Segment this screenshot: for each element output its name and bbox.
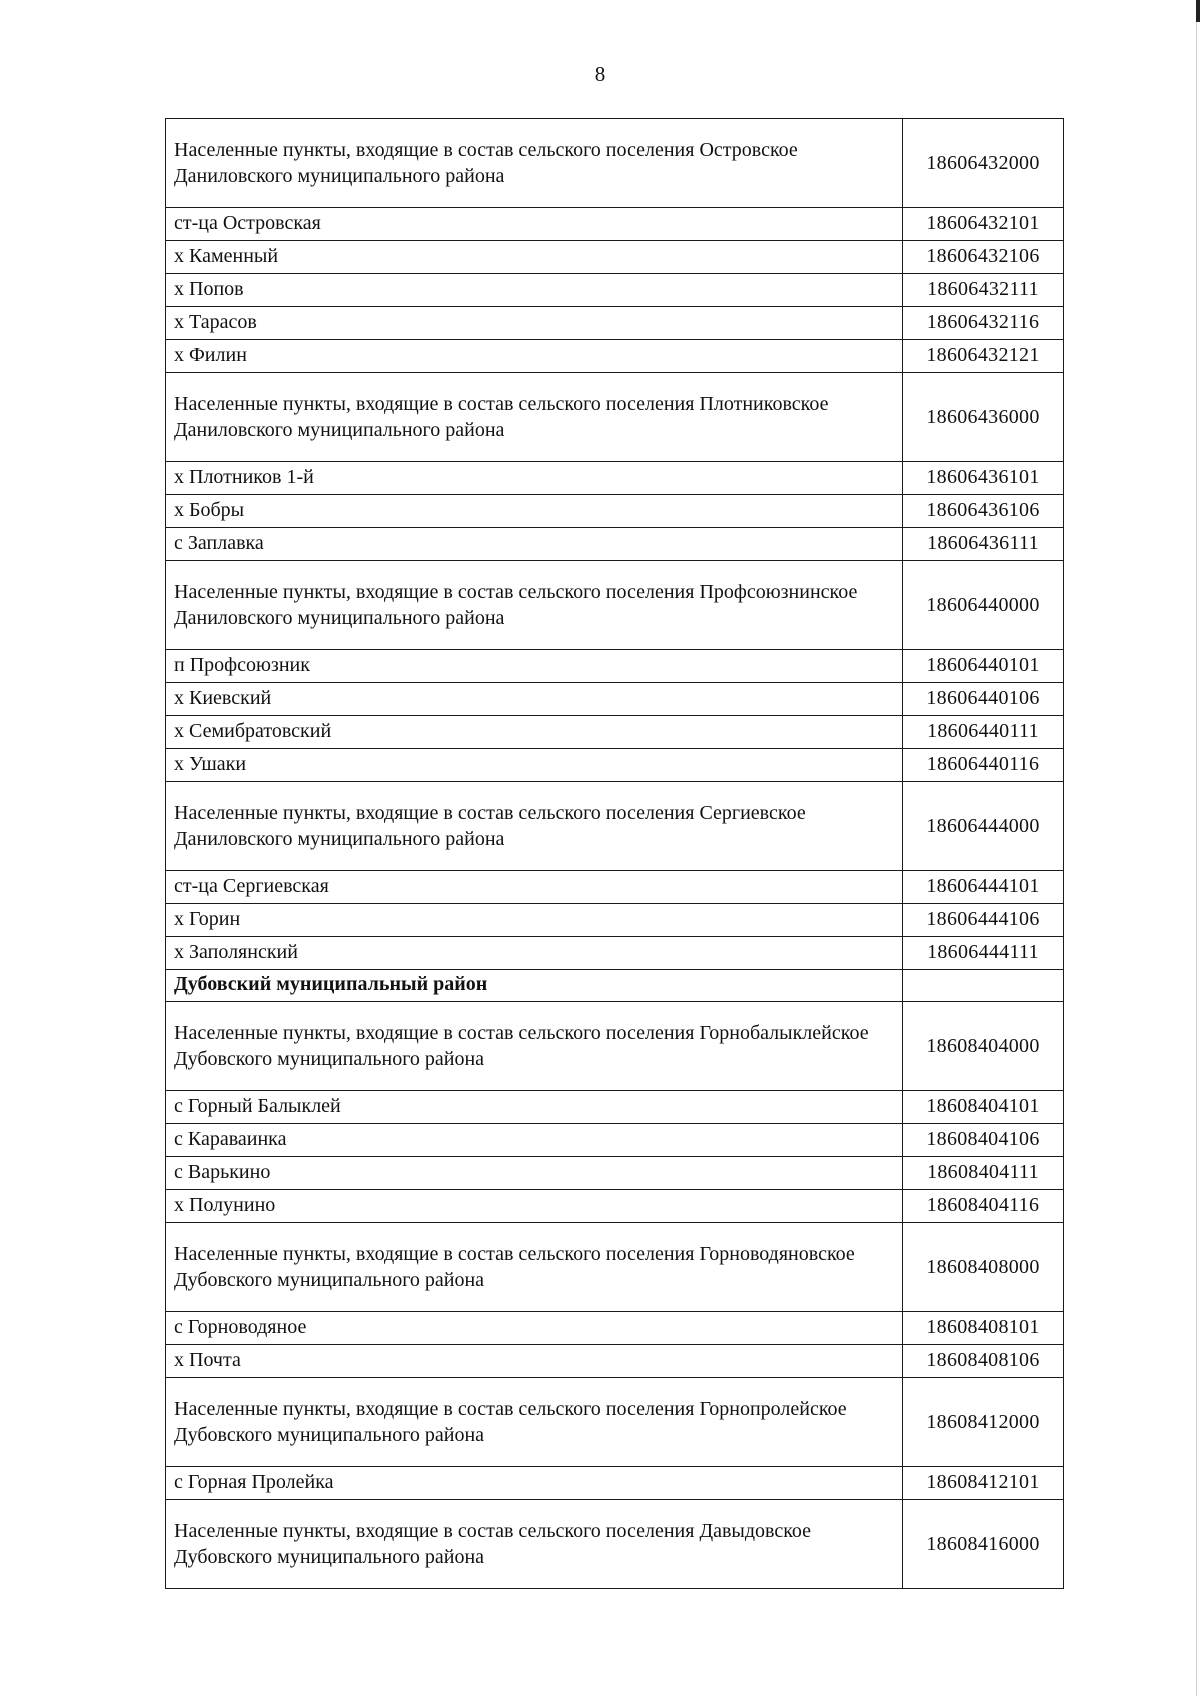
oktmo-code-cell: 18608404101: [903, 1091, 1064, 1124]
district-header-row: [166, 970, 1064, 1002]
settlement-group-row: [166, 373, 1064, 462]
settlement-row: [166, 307, 1064, 340]
settlement-group-row: [166, 782, 1064, 871]
oktmo-code-cell: 18606432106: [903, 241, 1064, 274]
settlement-row: [166, 683, 1064, 716]
oktmo-code-cell: 18606432000: [903, 119, 1064, 208]
oktmo-code-cell: 18606440116: [903, 749, 1064, 782]
settlement-row: [166, 716, 1064, 749]
oktmo-code-cell: 18608412101: [903, 1467, 1064, 1500]
settlement-name-cell: х Тарасов: [166, 307, 903, 340]
settlement-row: [166, 1190, 1064, 1223]
scan-edge-line: [1196, 0, 1197, 1696]
oktmo-code-cell: [903, 970, 1064, 1002]
oktmo-code-cell: 18608408000: [903, 1223, 1064, 1312]
settlement-name-cell: п Профсоюзник: [166, 650, 903, 683]
settlements-table: [165, 118, 1064, 1589]
oktmo-code-cell: 18608412000: [903, 1378, 1064, 1467]
district-name-cell: Дубовский муниципальный район: [166, 970, 903, 1002]
oktmo-code-cell: 18608404106: [903, 1124, 1064, 1157]
settlement-row: [166, 937, 1064, 970]
oktmo-code-cell: 18606444106: [903, 904, 1064, 937]
settlement-name-cell: ст-ца Островская: [166, 208, 903, 241]
group-name-cell: Населенные пункты, входящие в состав сельского поселения Горнобалыклейское Дубовского муниципального района: [166, 1002, 903, 1091]
group-name-cell: Населенные пункты, входящие в состав сельского поселения Островское Даниловского муниципального района: [166, 119, 903, 208]
settlement-row: [166, 1091, 1064, 1124]
group-name-cell: Населенные пункты, входящие в состав сельского поселения Горнопролейское Дубовского муниципального района: [166, 1378, 903, 1467]
settlement-name-cell: х Почта: [166, 1345, 903, 1378]
oktmo-code-cell: 18606436101: [903, 462, 1064, 495]
settlement-row: [166, 495, 1064, 528]
scan-edge-mark: [1196, 0, 1200, 22]
settlement-name-cell: с Заплавка: [166, 528, 903, 561]
oktmo-code-cell: 18606432101: [903, 208, 1064, 241]
oktmo-code-cell: 18606432111: [903, 274, 1064, 307]
settlement-name-cell: с Караваинка: [166, 1124, 903, 1157]
settlement-name-cell: х Заполянский: [166, 937, 903, 970]
settlement-row: [166, 241, 1064, 274]
settlement-name-cell: х Каменный: [166, 241, 903, 274]
settlement-group-row: [166, 561, 1064, 650]
settlement-group-row: [166, 1002, 1064, 1091]
settlement-name-cell: с Горный Балыклей: [166, 1091, 903, 1124]
settlement-group-row: [166, 1223, 1064, 1312]
oktmo-code-cell: 18606432121: [903, 340, 1064, 373]
settlement-name-cell: х Киевский: [166, 683, 903, 716]
settlement-name-cell: х Полунино: [166, 1190, 903, 1223]
settlement-row: [166, 462, 1064, 495]
settlement-group-row: [166, 1500, 1064, 1589]
settlement-name-cell: с Варькино: [166, 1157, 903, 1190]
settlement-row: [166, 650, 1064, 683]
settlement-name-cell: х Плотников 1-й: [166, 462, 903, 495]
settlement-row: [166, 274, 1064, 307]
settlement-row: [166, 1124, 1064, 1157]
oktmo-code-cell: 18606444101: [903, 871, 1064, 904]
oktmo-code-cell: 18608408106: [903, 1345, 1064, 1378]
settlement-row: [166, 1345, 1064, 1378]
oktmo-code-cell: 18606440101: [903, 650, 1064, 683]
oktmo-code-cell: 18608404116: [903, 1190, 1064, 1223]
page-number: 8: [594, 62, 606, 86]
oktmo-code-cell: 18608404000: [903, 1002, 1064, 1091]
oktmo-code-cell: 18606440000: [903, 561, 1064, 650]
settlement-row: [166, 208, 1064, 241]
oktmo-code-cell: 18606436106: [903, 495, 1064, 528]
settlement-row: [166, 871, 1064, 904]
settlements-table-body: [166, 119, 1064, 1589]
settlement-name-cell: х Горин: [166, 904, 903, 937]
oktmo-code-cell: 18608404111: [903, 1157, 1064, 1190]
oktmo-code-cell: 18606440106: [903, 683, 1064, 716]
oktmo-code-cell: 18606436000: [903, 373, 1064, 462]
settlement-group-row: [166, 1378, 1064, 1467]
settlement-row: [166, 1312, 1064, 1345]
settlement-row: [166, 1157, 1064, 1190]
group-name-cell: Населенные пункты, входящие в состав сельского поселения Давыдовское Дубовского муниципального района: [166, 1500, 903, 1589]
settlement-row: [166, 528, 1064, 561]
settlement-name-cell: с Горная Пролейка: [166, 1467, 903, 1500]
group-name-cell: Населенные пункты, входящие в состав сельского поселения Горноводяновское Дубовского муниципального района: [166, 1223, 903, 1312]
oktmo-code-cell: 18606444000: [903, 782, 1064, 871]
settlement-group-row: [166, 119, 1064, 208]
oktmo-code-cell: 18608416000: [903, 1500, 1064, 1589]
group-name-cell: Населенные пункты, входящие в состав сельского поселения Плотниковское Даниловского муниципального района: [166, 373, 903, 462]
oktmo-code-cell: 18606436111: [903, 528, 1064, 561]
settlement-row: [166, 1467, 1064, 1500]
oktmo-code-cell: 18606432116: [903, 307, 1064, 340]
settlement-name-cell: х Бобры: [166, 495, 903, 528]
group-name-cell: Населенные пункты, входящие в состав сельского поселения Сергиевское Даниловского муниципального района: [166, 782, 903, 871]
oktmo-code-cell: 18608408101: [903, 1312, 1064, 1345]
settlement-name-cell: х Филин: [166, 340, 903, 373]
settlement-row: [166, 749, 1064, 782]
settlement-name-cell: х Семибратовский: [166, 716, 903, 749]
settlement-name-cell: с Горноводяное: [166, 1312, 903, 1345]
oktmo-code-cell: 18606440111: [903, 716, 1064, 749]
settlement-name-cell: х Попов: [166, 274, 903, 307]
oktmo-code-cell: 18606444111: [903, 937, 1064, 970]
settlement-name-cell: ст-ца Сергиевская: [166, 871, 903, 904]
group-name-cell: Населенные пункты, входящие в состав сельского поселения Профсоюзнинское Даниловского муниципального района: [166, 561, 903, 650]
settlement-row: [166, 340, 1064, 373]
settlement-name-cell: х Ушаки: [166, 749, 903, 782]
settlement-row: [166, 904, 1064, 937]
